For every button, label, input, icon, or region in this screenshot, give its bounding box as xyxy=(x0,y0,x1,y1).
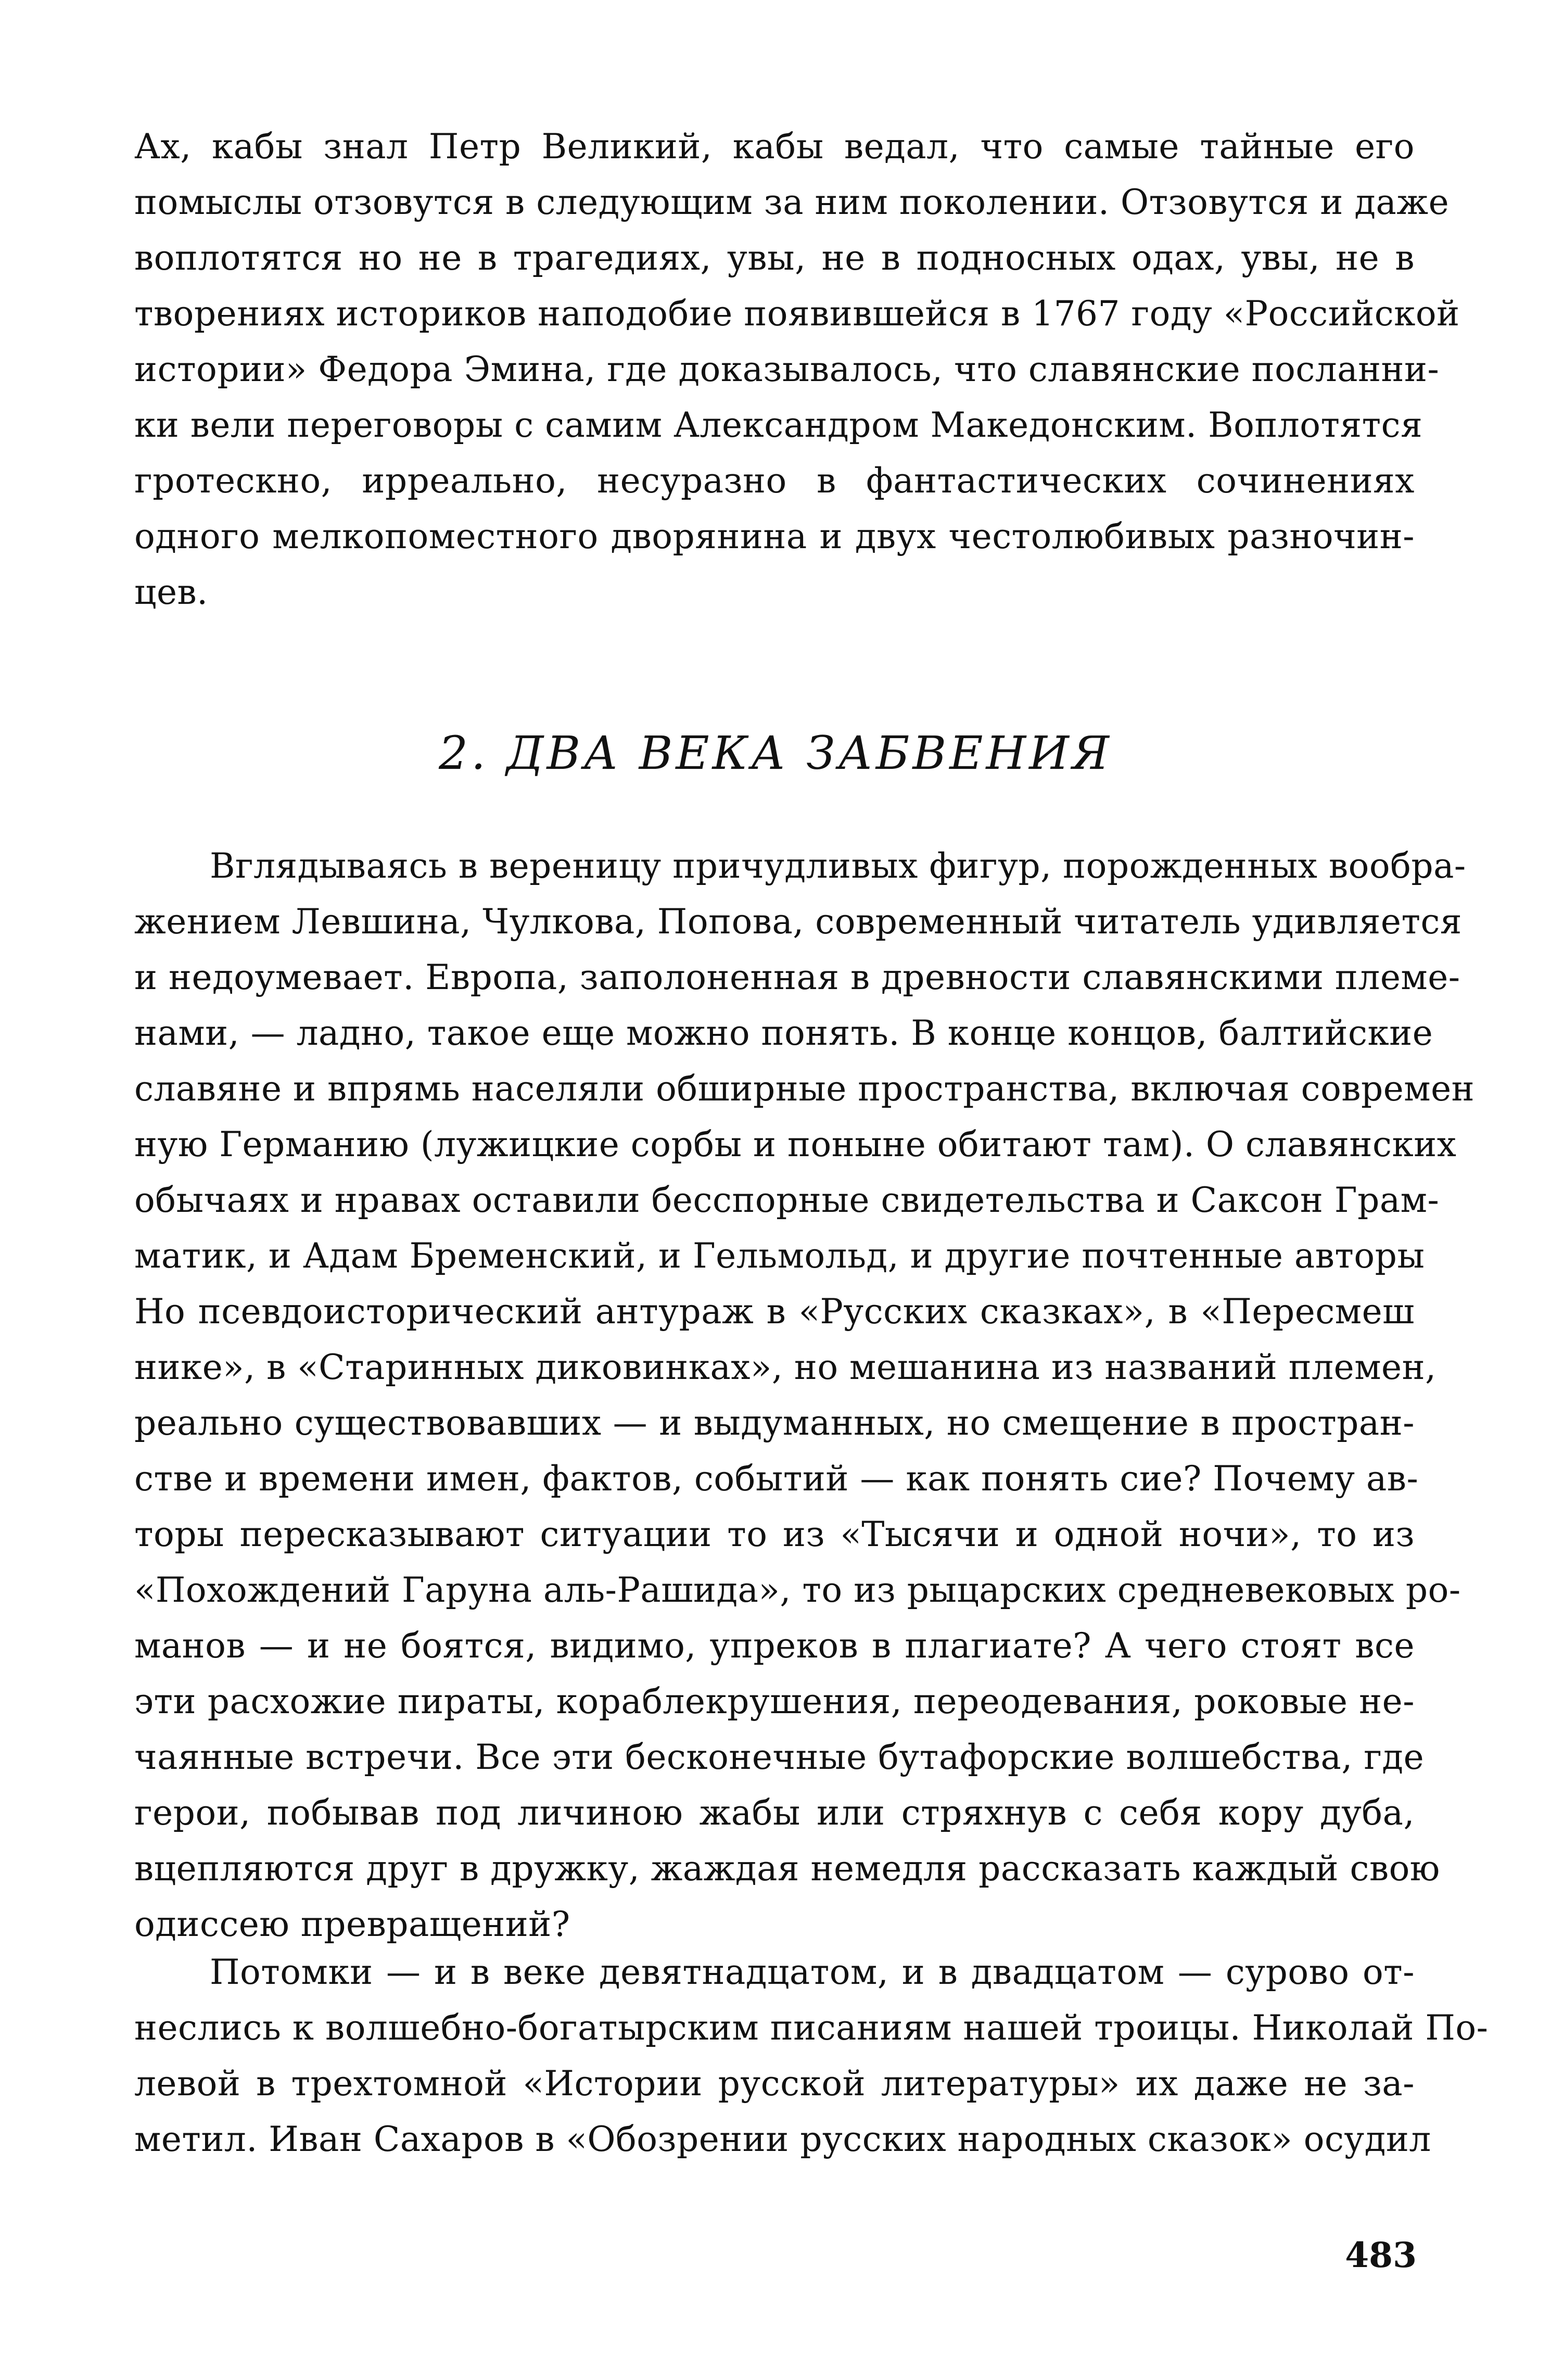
text-line: матик, и Адам Бременский, и Гельмольд, и другие почтенные авторы xyxy=(134,1236,1425,1276)
text-line: истории» Федора Эмина, где доказывалось, что славянские посланни- xyxy=(134,349,1440,389)
text-line: нами, — ладно, такое еще можно понять. В конце концов, балтийские xyxy=(134,1013,1433,1053)
text-line: жением Левшина, Чулкова, Попова, современный читатель удивляется xyxy=(134,902,1463,942)
text-line: ки вели переговоры с самим Александром Македонским. Воплотятся xyxy=(134,405,1423,445)
text-line: ную Германию (лужицкие сорбы и поныне обитают там). О славянских xyxy=(134,1124,1457,1164)
text-line: Потомки — и в веке девятнадцатом, и в двадцатом — сурово от- xyxy=(210,1952,1415,1992)
text-line: стве и времени имен, фактов, событий — как понять сие? Почему ав- xyxy=(134,1459,1419,1499)
text-line: вцепляются друг в дружку, жаждая немедля рассказать каждый свою xyxy=(134,1849,1440,1889)
text-line: чаянные встречи. Все эти бесконечные бутафорские волшебства, где xyxy=(134,1737,1425,1777)
text-line: эти расхожие пираты, кораблекрушения, переодевания, роковые не- xyxy=(134,1681,1415,1721)
text-line: славяне и впрямь населяли обширные пространства, включая современ xyxy=(134,1069,1475,1109)
text-line: манов — и не боятся, видимо, упреков в плагиате? А чего стоят все xyxy=(134,1626,1415,1666)
text-line: одиссею превращений? xyxy=(134,1904,570,1944)
text-line: торы пересказывают ситуации то из «Тысячи и одной ночи», то из xyxy=(134,1514,1415,1554)
text-line: неслись к волшебно-богатырским писаниям нашей троицы. Николай По- xyxy=(134,2008,1489,2048)
text-line: гротескно, ирреально, несуразно в фантастических сочинениях xyxy=(134,461,1415,501)
text-line: помыслы отзовутся в следующим за ним поколении. Отзовутся и даже xyxy=(134,182,1450,222)
body-paragraph-2 xyxy=(134,1944,1489,2167)
intro-paragraph xyxy=(134,119,1460,620)
body-paragraph-1 xyxy=(134,838,1475,1952)
text-line: воплотятся но не в трагедиях, увы, не в подносных одах, увы, не в xyxy=(134,238,1415,278)
text-line: левой в трехтомной «Истории русской литературы» их даже не за- xyxy=(134,2063,1415,2104)
text-line: Вглядываясь в вереницу причудливых фигур, порожденных вообра- xyxy=(210,846,1466,886)
text-line: Ах, кабы знал Петр Великий, кабы ведал, что самые тайные его xyxy=(134,126,1415,167)
text-line: герои, побывав под личиною жабы или стряхнув с себя кору дуба, xyxy=(134,1793,1415,1833)
text-line: обычаях и нравах оставили бесспорные свидетельства и Саксон Грам- xyxy=(134,1180,1440,1220)
text-line: реально существовавших — и выдуманных, но смещение в простран- xyxy=(134,1403,1415,1443)
text-line: нике», в «Старинных диковинках», но мешанина из названий племен, xyxy=(134,1347,1436,1387)
text-line: «Похождений Гаруна аль-Рашида», то из рыцарских средневековых ро- xyxy=(134,1570,1461,1610)
section-heading: 2. ДВА ВЕКА ЗАБВЕНИЯ xyxy=(439,726,1112,780)
text-line: и недоумевает. Европа, заполоненная в древности славянскими племе- xyxy=(134,957,1460,997)
text-line: цев. xyxy=(134,572,208,612)
text-line: Но псевдоисторический антураж в «Русских сказках», в «Пересмеш xyxy=(134,1292,1415,1332)
text-line: одного мелкопоместного дворянина и двух честолюбивых разночин- xyxy=(134,516,1415,556)
text-line: метил. Иван Сахаров в «Обозрении русских народных сказок» осудил xyxy=(134,2119,1431,2159)
page-number: 483 xyxy=(1345,2235,1417,2275)
text-line: творениях историков наподобие появившейся в 1767 году «Российской xyxy=(134,294,1460,334)
